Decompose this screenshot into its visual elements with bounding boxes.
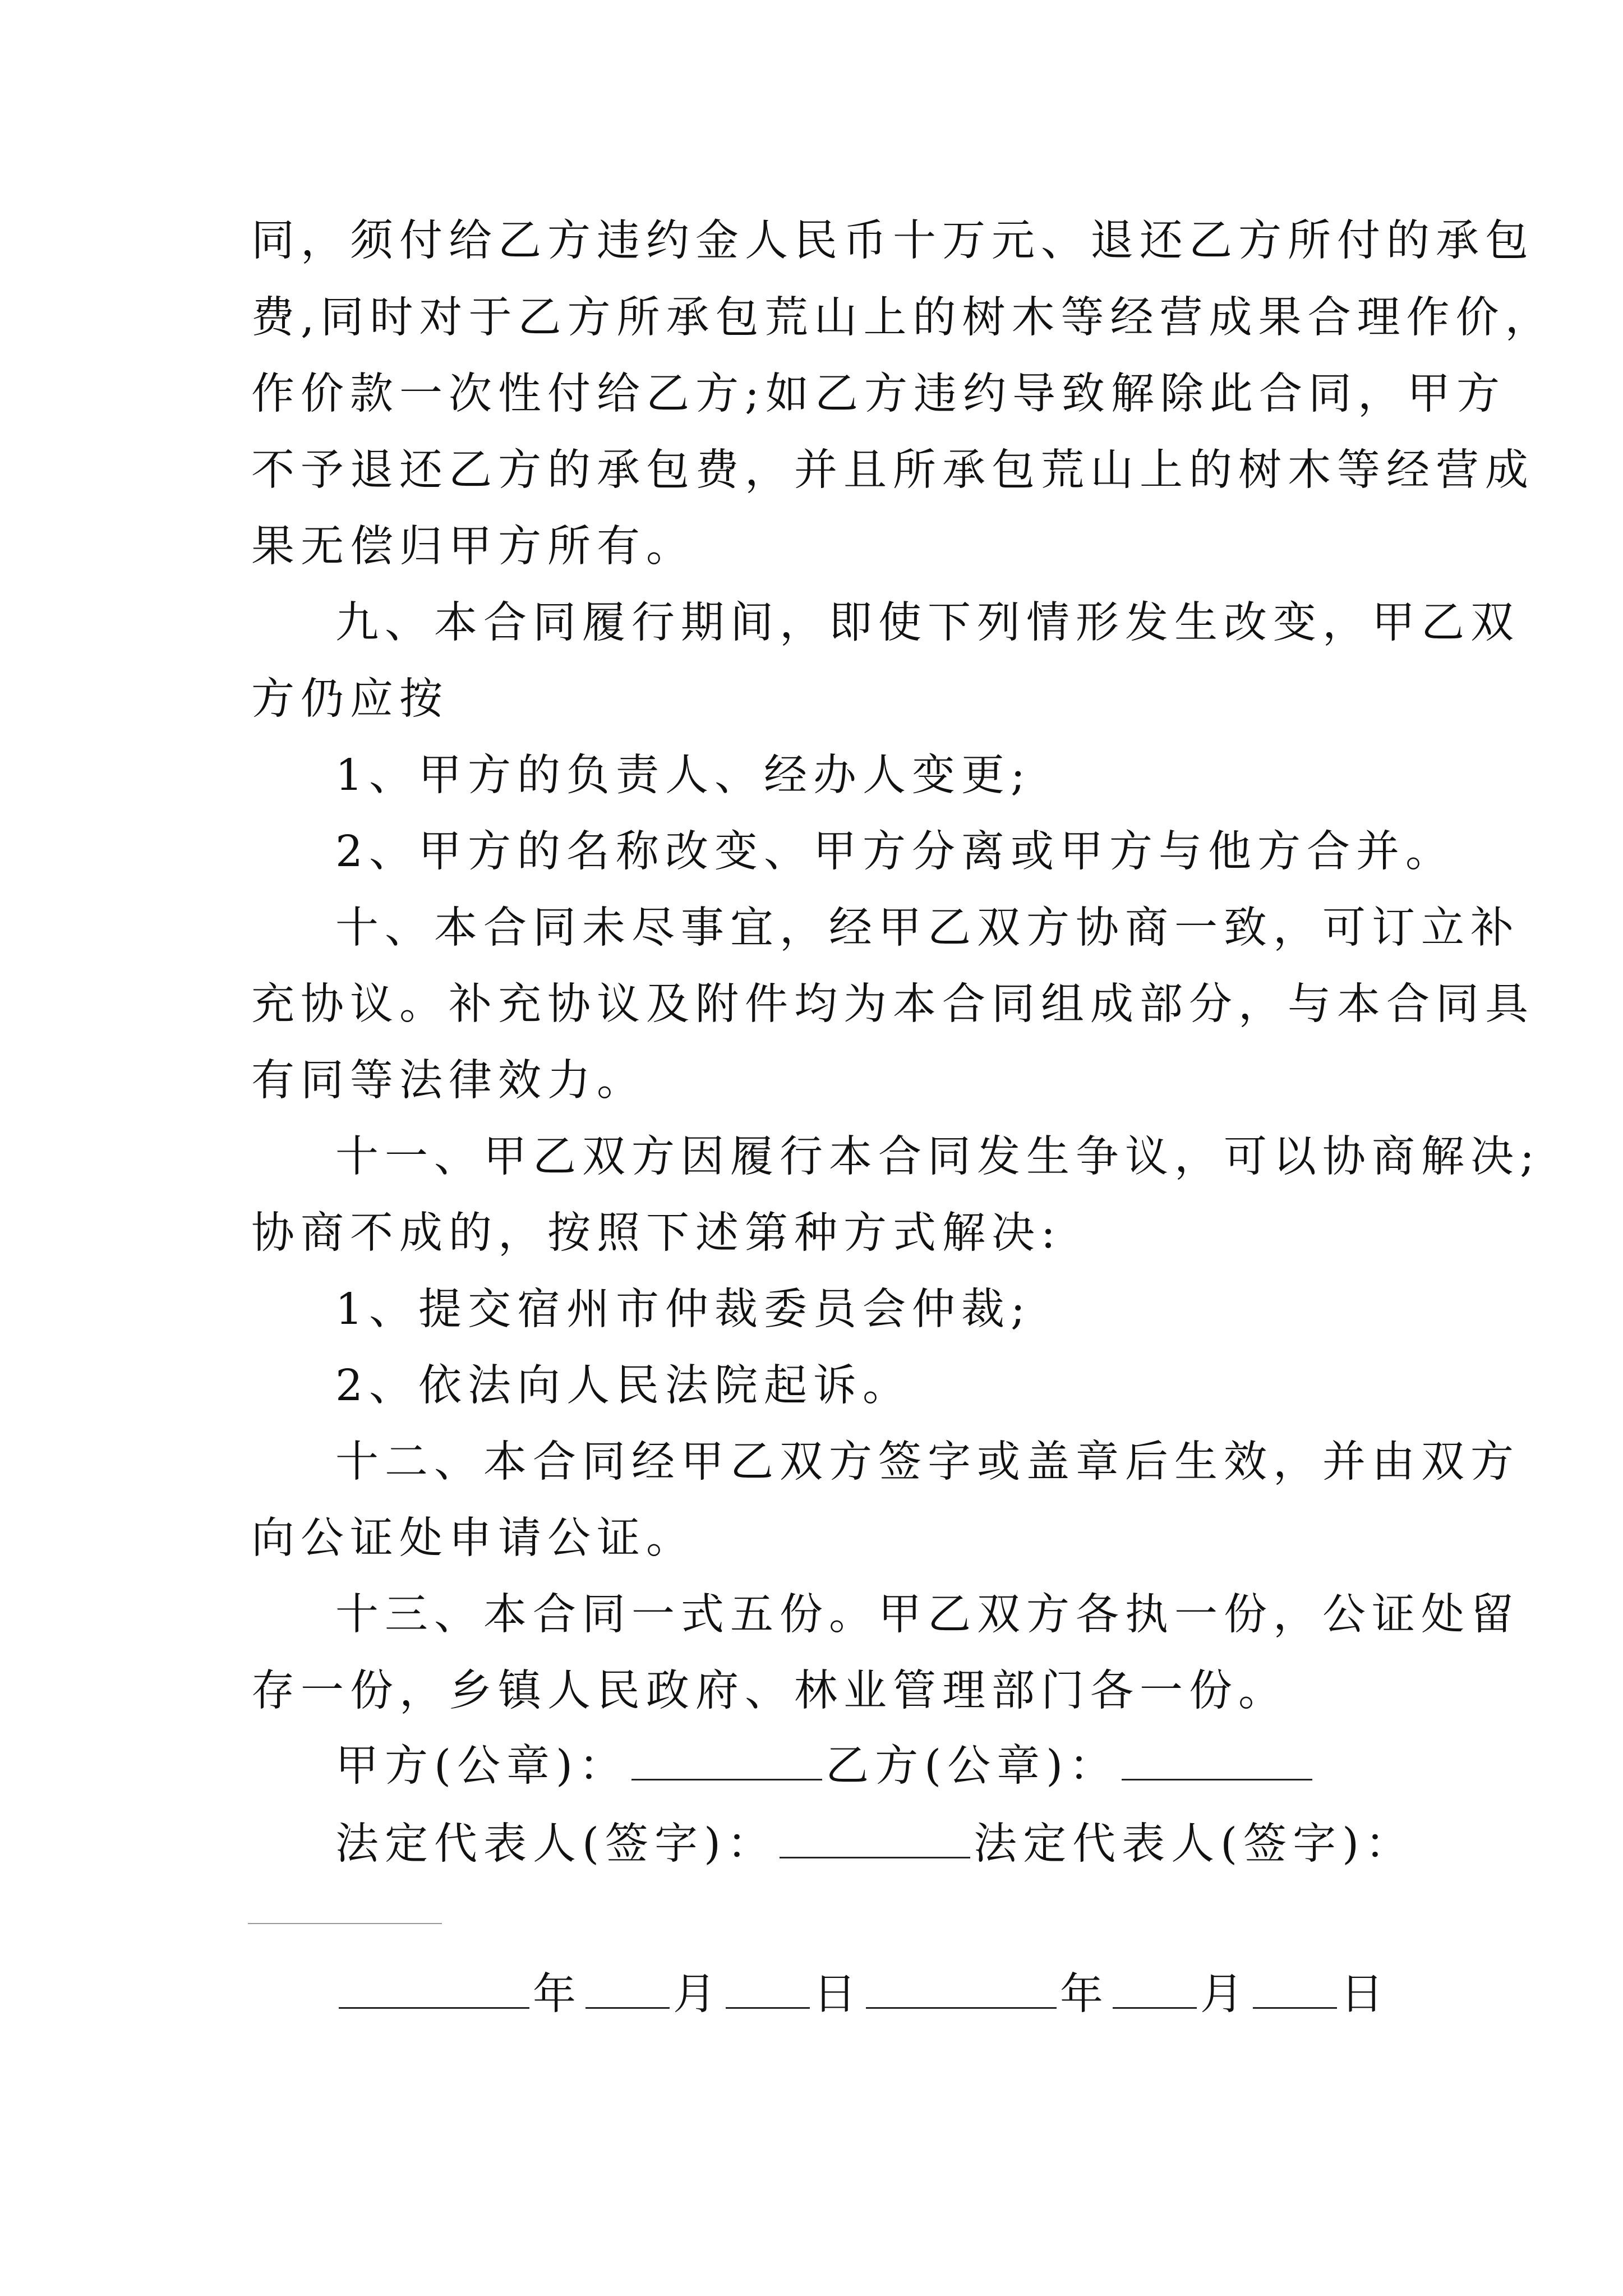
article-11-heading: 十一、甲乙双方因履行本合同发生争议，可以协商解决; — [335, 1132, 1541, 1182]
legal-rep-a-blank — [780, 1820, 970, 1858]
date-b-day-blank — [1253, 1970, 1337, 2009]
date-a-day-blank — [726, 1970, 810, 2009]
party-b-seal-blank — [1122, 1742, 1312, 1780]
party-a-seal-blank — [631, 1742, 822, 1780]
text-line: 方仍应按 — [251, 674, 449, 724]
date-a-day-label: 日 — [813, 1970, 863, 2019]
legal-rep-b-label: 法定代表人(签字)： — [974, 1819, 1415, 1869]
legal-rep-line — [335, 1818, 1414, 1871]
date-a-year-blank — [339, 1970, 529, 2009]
article-9-heading: 九、本合同履行期间，即使下列情形发生改变，甲乙双 — [335, 598, 1520, 648]
date-line — [335, 1968, 1390, 2022]
date-a-year-label: 年 — [533, 1970, 582, 2019]
text-line: 同，须付给乙方违约金人民币十万元、退还乙方所付的承包 — [251, 216, 1534, 266]
text-line: 作价款一次性付给乙方;如乙方违约导致解除此合同，甲方 — [251, 369, 1506, 419]
list-item: 2、依法向人民法院起诉。 — [335, 1361, 912, 1411]
date-b-year-blank — [866, 1970, 1057, 2009]
text-line: 协商不成的，按照下述第种方式解决: — [251, 1208, 1062, 1258]
date-a-month-label: 月 — [673, 1970, 722, 2019]
date-b-year-label: 年 — [1060, 1970, 1109, 2019]
article-13-heading: 十三、本合同一式五份。甲乙双方各执一份，公证处留 — [335, 1590, 1520, 1640]
text-line: 果无偿归甲方所有。 — [251, 522, 695, 572]
text-line: 有同等法律效力。 — [251, 1056, 646, 1106]
party-a-seal-label: 甲方(公章)： — [335, 1741, 629, 1791]
article-12-heading: 十二、本合同经甲乙双方签字或盖章后生效，并由双方 — [335, 1437, 1520, 1487]
text-line: 费,同时对于乙方所承包荒山上的树木等经营成果合理作价， — [251, 293, 1555, 343]
list-item: 1、甲方的负责人、经办人变更; — [335, 751, 1031, 800]
list-item: 1、提交宿州市仲裁委员会仲裁; — [335, 1285, 1031, 1335]
seal-line — [335, 1740, 1316, 1793]
date-b-day-label: 日 — [1340, 1970, 1390, 2019]
date-a-month-blank — [585, 1970, 670, 2009]
text-line: 向公证处申请公证。 — [251, 1513, 695, 1563]
article-10-heading: 十、本合同未尽事宜，经甲乙双方协商一致，可订立补 — [335, 903, 1520, 953]
legal-rep-a-label: 法定代表人(签字)： — [335, 1819, 777, 1869]
text-line: 不予退还乙方的承包费，并且所承包荒山上的树木等经营成 — [251, 445, 1534, 495]
legal-rep-b-blank — [248, 1923, 442, 1924]
date-b-month-label: 月 — [1200, 1970, 1249, 2019]
text-line: 存一份，乡镇人民政府、林业管理部门各一份。 — [251, 1666, 1288, 1716]
party-b-seal-label: 乙方(公章)： — [826, 1741, 1119, 1791]
text-line: 充协议。补充协议及附件均为本合同组成部分，与本合同具 — [251, 979, 1534, 1029]
list-item: 2、甲方的名称改变、甲方分离或甲方与他方合并。 — [335, 827, 1455, 877]
date-b-month-blank — [1113, 1970, 1197, 2009]
